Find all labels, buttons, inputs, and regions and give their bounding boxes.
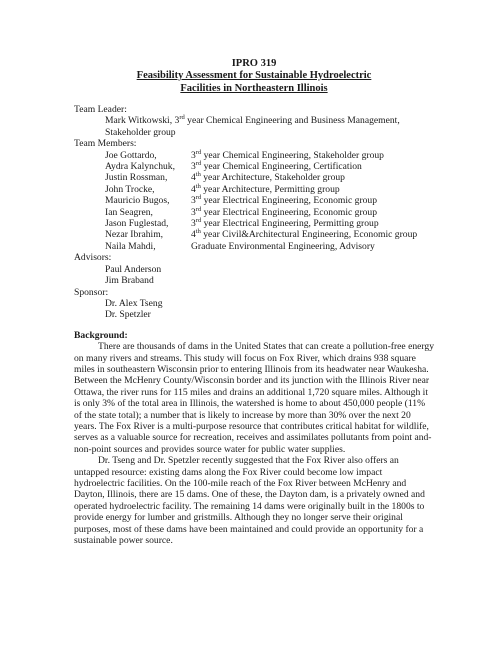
team-leader-ordinal: rd: [179, 114, 185, 122]
team-member-name: John Trocke,: [105, 183, 155, 195]
team-member-name: Aydra Kalynchuk,: [105, 161, 175, 173]
team-member-year: 3: [191, 195, 196, 207]
background-paragraph-1: There are thousands of dams in the United States that can create a pollution-free energy on many rivers and streams. This study will focus on Fox River, which drains 938 square miles in southeastern Wisconsin prior to entering Illinois from its headwater near Waukesha. Between the McHenry County/Wisconsin border and its junction with the Illinois River near Ottawa, the river runs for 115 miles and drains an additional 1,720 square miles. Although it is only 3% of the total area in Illinois, the watershed is home to about 450,000 people (11% of the state total); a number that is likely to increase by more than 30% over the next 20 years. The Fox River is a multi-purpose resource that contributes critical habitat for wildlife, serves as a valuable source for recreation, receives and assimilates pollutants from point and-non-point sources and provides source water for public water supplies.: [74, 341, 435, 455]
team-member-name: Justin Rossman,: [105, 172, 168, 184]
sponsor-label: Sponsor:: [74, 286, 109, 298]
team-member-row: [74, 150, 434, 161]
team-member-role: [191, 207, 434, 218]
team-member-role: [191, 150, 434, 161]
team-member-ordinal: th: [195, 228, 201, 236]
sponsor-section: [74, 287, 434, 321]
team-member-year: 3: [191, 218, 196, 230]
team-member-role: [191, 195, 434, 206]
team-members-list: [74, 150, 434, 253]
team-member-role: [191, 229, 434, 240]
team-member-role-text: year Architecture, Stakeholder group: [200, 172, 345, 184]
team-member-ordinal: rd: [195, 216, 202, 224]
team-member-name: Naila Mahdi,: [105, 240, 156, 252]
team-member-role-text: year Civil&Architectural Engineering, Economic group: [200, 229, 418, 241]
team-member-year: 4: [191, 229, 196, 241]
sponsor-item: Dr. Spetzler: [105, 309, 151, 321]
team-member-name: Nezar Ibrahim,: [105, 229, 164, 241]
team-member-ordinal: th: [195, 182, 201, 190]
advisor-item: Jim Braband: [105, 275, 154, 287]
team-member-name: Ian Seagren,: [105, 206, 153, 218]
sponsor-item: Dr. Alex Tseng: [105, 297, 163, 309]
background-paragraph-2: Dr. Tseng and Dr. Spetzler recently suggested that the Fox River also offers an untapped resource: existing dams along the Fox River could become low impact hydroelectric facilities. On the 100-mile reach of the Fox River between McHenry and Dayton, Illinois, there are 15 dams. One of these, the Dayton dam, is a privately owned and operated hydroelectric facility. The remaining 14 dams were originally built in the 1800s to provide energy for lumber and gristmills. Although they no longer serve their original purposes, most of these dams have been maintained and could provide an opportunity for a sustainable power source.: [74, 455, 425, 547]
team-member-name: Joe Gottardo,: [105, 149, 157, 161]
background-section: [74, 330, 434, 547]
team-member-role: [191, 184, 434, 195]
team-member-role: [191, 218, 434, 229]
team-leader-entry: [74, 115, 434, 138]
team-member-name: Mauricio Bugos,: [105, 195, 170, 207]
team-member-role-text: year Chemical Engineering, Stakeholder group: [201, 149, 384, 161]
team-leader-name: Mark Witkowski, 3: [105, 115, 180, 127]
document-title-line-2: Facilities in Northeastern Illinois: [180, 82, 328, 94]
team-leader-section: [74, 104, 434, 138]
team-member-row: [74, 207, 434, 218]
team-members-label: Team Members:: [74, 138, 137, 150]
team-member-role: [191, 241, 434, 252]
team-member-year: 4: [191, 183, 196, 195]
course-code: IPRO 319: [231, 58, 277, 69]
document-page: [74, 58, 434, 546]
team-member-year: 4: [191, 172, 196, 184]
background-heading: Background:: [74, 329, 128, 341]
team-member-row: [74, 161, 434, 172]
team-member-role-text: year Electrical Engineering, Economic group: [201, 206, 378, 218]
team-member-ordinal: rd: [195, 159, 202, 167]
advisors-section: [74, 252, 434, 286]
team-member-row: [74, 218, 434, 229]
team-member-year: 3: [191, 206, 196, 218]
team-member-role-text: year Electrical Engineering, Economic group: [201, 195, 378, 207]
team-member-role-text: year Architecture, Permitting group: [200, 183, 340, 195]
team-member-role-text: year Electrical Engineering, Permitting group: [201, 218, 379, 230]
team-leader-role-line-2: Stakeholder group: [105, 126, 176, 138]
team-member-role: [191, 161, 434, 172]
advisor-item: Paul Anderson: [105, 263, 162, 275]
team-member-year: 3: [191, 149, 196, 161]
team-member-row: [74, 172, 434, 183]
team-member-role-text: Graduate Environmental Engineering, Advisory: [191, 240, 375, 252]
team-member-row: [74, 241, 434, 252]
team-member-row: [74, 195, 434, 206]
team-member-ordinal: rd: [195, 205, 202, 213]
team-members-section: [74, 138, 434, 252]
team-member-ordinal: rd: [195, 148, 202, 156]
team-member-row: [74, 229, 434, 240]
team-member-role-text: year Chemical Engineering, Certification: [201, 161, 362, 173]
team-leader-role-line-1: year Chemical Engineering and Business Management,: [184, 115, 400, 127]
team-leader-label: Team Leader:: [74, 104, 127, 115]
document-title-line-1: Feasibility Assessment for Sustainable Hydroelectric: [136, 70, 372, 81]
team-member-name: Jason Fuglestad,: [105, 218, 169, 230]
team-member-ordinal: th: [195, 171, 201, 179]
advisors-label: Advisors:: [74, 252, 112, 264]
team-member-ordinal: rd: [195, 194, 202, 202]
team-member-role: [191, 172, 434, 183]
team-member-row: [74, 184, 434, 195]
team-member-year: 3: [191, 161, 196, 173]
